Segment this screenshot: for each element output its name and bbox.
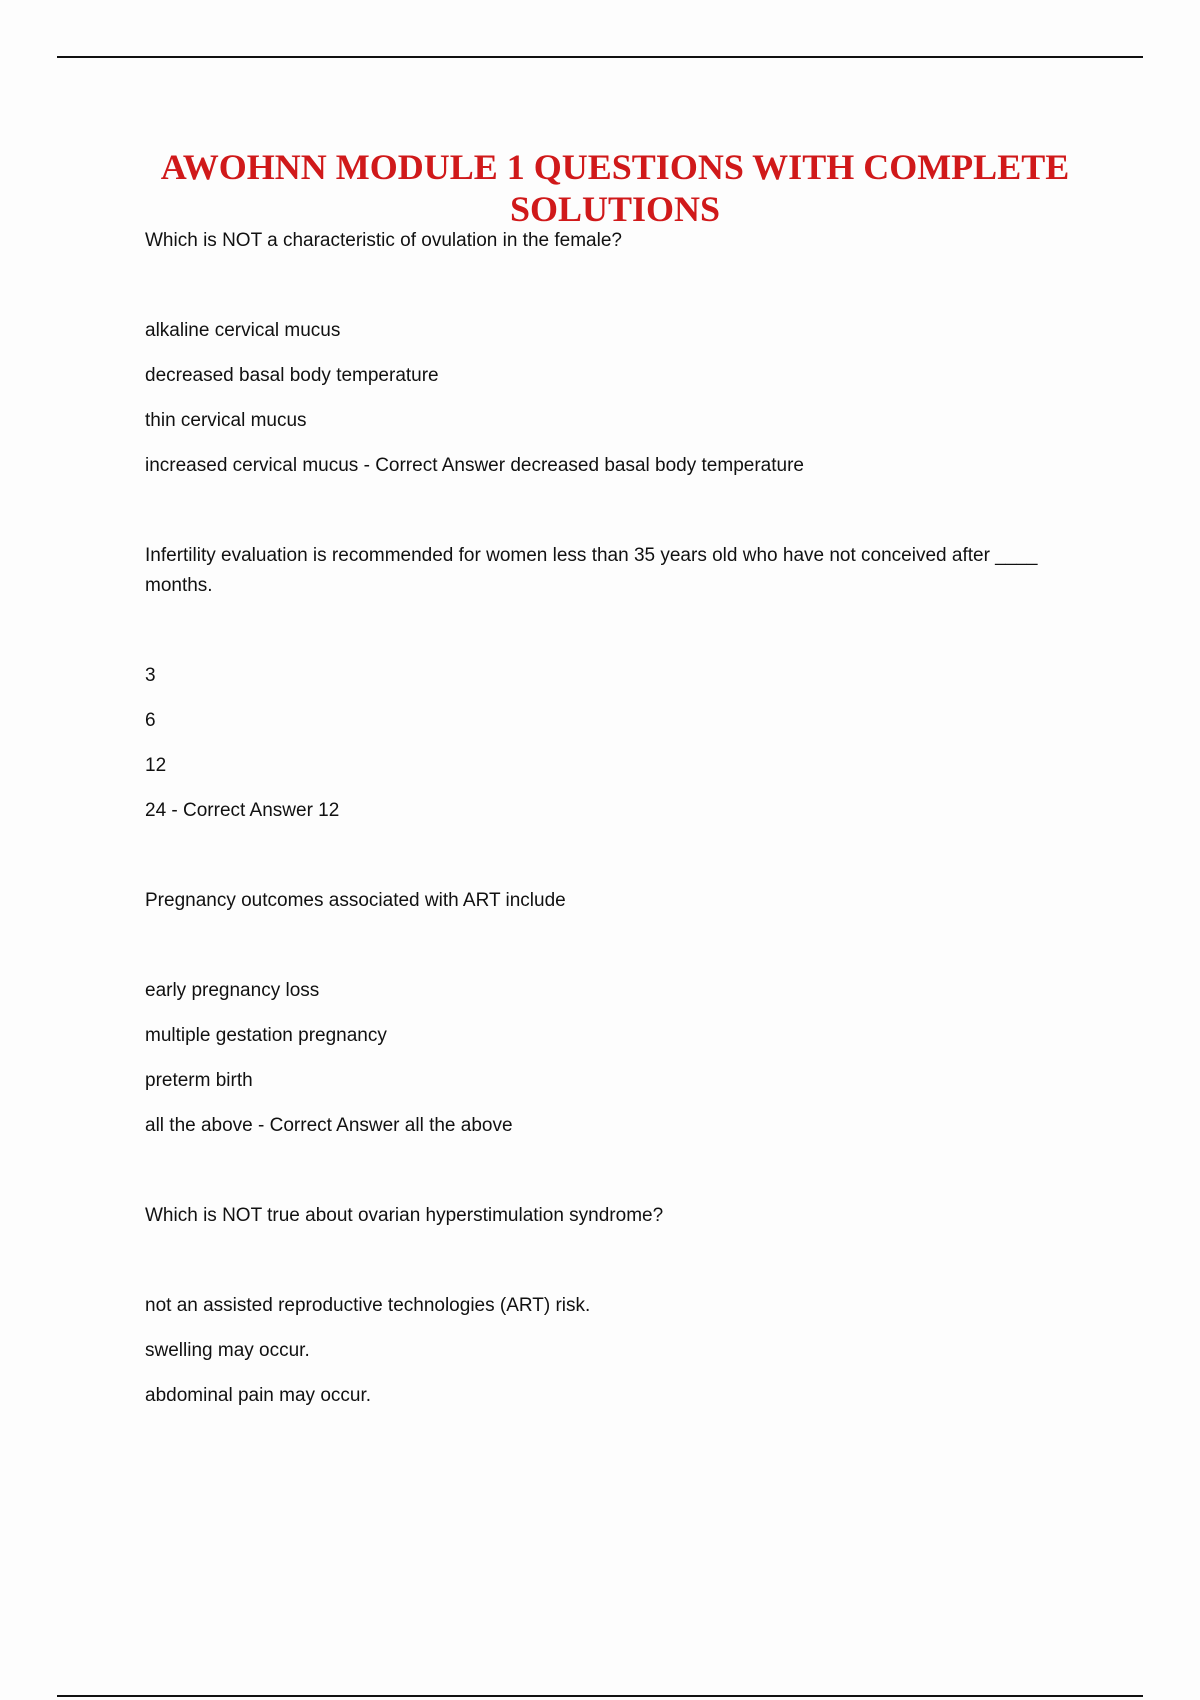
answer-option: alkaline cervical mucus — [145, 320, 341, 341]
answer-option-with-correct-answer: increased cervical mucus - Correct Answer decreased basal body temperature — [145, 455, 804, 476]
answer-option-with-correct-answer: 24 - Correct Answer 12 — [145, 800, 340, 821]
document-title: AWOHNN MODULE 1 QUESTIONS WITH COMPLETE SOLUTIONS — [160, 147, 1070, 229]
answer-option: 3 — [145, 665, 156, 686]
answer-option: 12 — [145, 755, 167, 776]
question-block-4 — [145, 1201, 1095, 1411]
answer-option: abdominal pain may occur. — [145, 1385, 372, 1406]
question-block-1 — [145, 226, 1095, 481]
answer-option-with-correct-answer: all the above - Correct Answer all the above — [145, 1115, 513, 1136]
question-block-3 — [145, 886, 1095, 1141]
answer-option: preterm birth — [145, 1070, 253, 1091]
question-text: Which is NOT true about ovarian hyperstimulation syndrome? — [145, 1205, 664, 1226]
answer-option: swelling may occur. — [145, 1340, 310, 1361]
question-text: Infertility evaluation is recommended for women less than 35 years old who have not conceived after ____ months. — [145, 545, 1038, 596]
document-body — [145, 226, 1095, 1411]
question-text: Pregnancy outcomes associated with ART include — [145, 890, 566, 911]
answer-option: 6 — [145, 710, 156, 731]
question-block-2 — [145, 541, 1095, 826]
answer-option: thin cervical mucus — [145, 410, 307, 431]
answer-option: not an assisted reproductive technologies (ART) risk. — [145, 1295, 591, 1316]
answer-option: multiple gestation pregnancy — [145, 1025, 387, 1046]
top-rule — [57, 56, 1143, 58]
answer-option: early pregnancy loss — [145, 980, 320, 1001]
bottom-rule — [57, 1695, 1143, 1697]
question-text: Which is NOT a characteristic of ovulation in the female? — [145, 230, 622, 251]
answer-option: decreased basal body temperature — [145, 365, 439, 386]
